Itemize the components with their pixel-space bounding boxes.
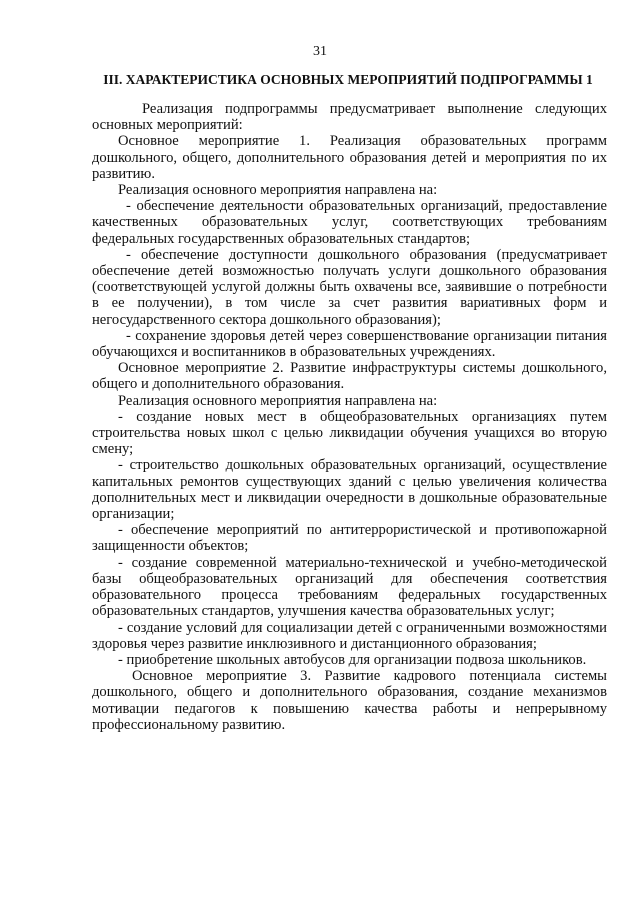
list-item: - создание современной материально-технической и учебно-методической базы общеобразовательных организаций для обеспечения соответствия образовательного процесса требованиям федеральных государственных образовательных стандартов, улучшения качества образовательных услуг;	[92, 554, 607, 620]
list-item: - создание новых мест в общеобразовательных организациях путем строительства новых школ с целью ликвидации обучения учащихся во вторую смену;	[92, 408, 607, 458]
paragraph-intro: Реализация подпрограммы предусматривает выполнение следующих основных мероприятий:	[92, 101, 607, 134]
paragraph-measure-3: Основное мероприятие 3. Развитие кадрового потенциала системы дошкольного, общего и дополнительного образования, создание механизмов мотивации педагогов к повышению качества работы и непрерывному профессиональному развитию.	[92, 668, 607, 733]
paragraph-directed-1: Реализация основного мероприятия направлена на:	[118, 182, 438, 199]
list-item: - создание условий для социализации детей с ограниченными возможностями здоровья через развитие инклюзивного и дистанционного образования;	[92, 619, 607, 652]
page-number: 31	[313, 44, 327, 59]
list-item: - обеспечение доступности дошкольного образования (предусматривает обеспечение детей возможностью получать услуги дошкольного образования (соответствующей услугой должны быть охвачены все, заявившие о потребности в ее получении), в том числе за счет развития вариативных форм и негосударственного сектора дошкольного образования);	[92, 246, 607, 328]
paragraph-directed-2: Реализация основного мероприятия направлена на:	[118, 392, 438, 409]
list-item: - строительство дошкольных образовательных организаций, осуществление капитальных ремонтов существующих зданий с целью увеличения количества дополнительных мест и ликвидации очередности в дошкольные образовательные организации;	[92, 457, 607, 523]
list-item: - обеспечение деятельности образовательных организаций, предоставление качественных образовательных услуг, соответствующих требованиям федеральных государственных образовательных стандартов;	[92, 198, 607, 247]
list-item: - приобретение школьных автобусов для организации подвоза школьников.	[118, 651, 587, 668]
body-text	[92, 101, 607, 733]
section-heading: III. ХАРАКТЕРИСТИКА ОСНОВНЫХ МЕРОПРИЯТИЙ ПОДПРОГРАММЫ 1	[103, 72, 593, 87]
list-item: - сохранение здоровья детей через совершенствование организации питания обучающихся и воспитанников в образовательных учреждениях.	[92, 327, 607, 361]
paragraph-measure-1: Основное мероприятие 1. Реализация образовательных программ дошкольного, общего, дополнительного образования детей и мероприятия по их развитию.	[92, 133, 607, 182]
list-item: - обеспечение мероприятий по антитеррористической и противопожарной защищенности объектов;	[92, 522, 607, 555]
paragraph-measure-2: Основное мероприятие 2. Развитие инфраструктуры системы дошкольного, общего и дополнительного образования.	[92, 360, 607, 393]
